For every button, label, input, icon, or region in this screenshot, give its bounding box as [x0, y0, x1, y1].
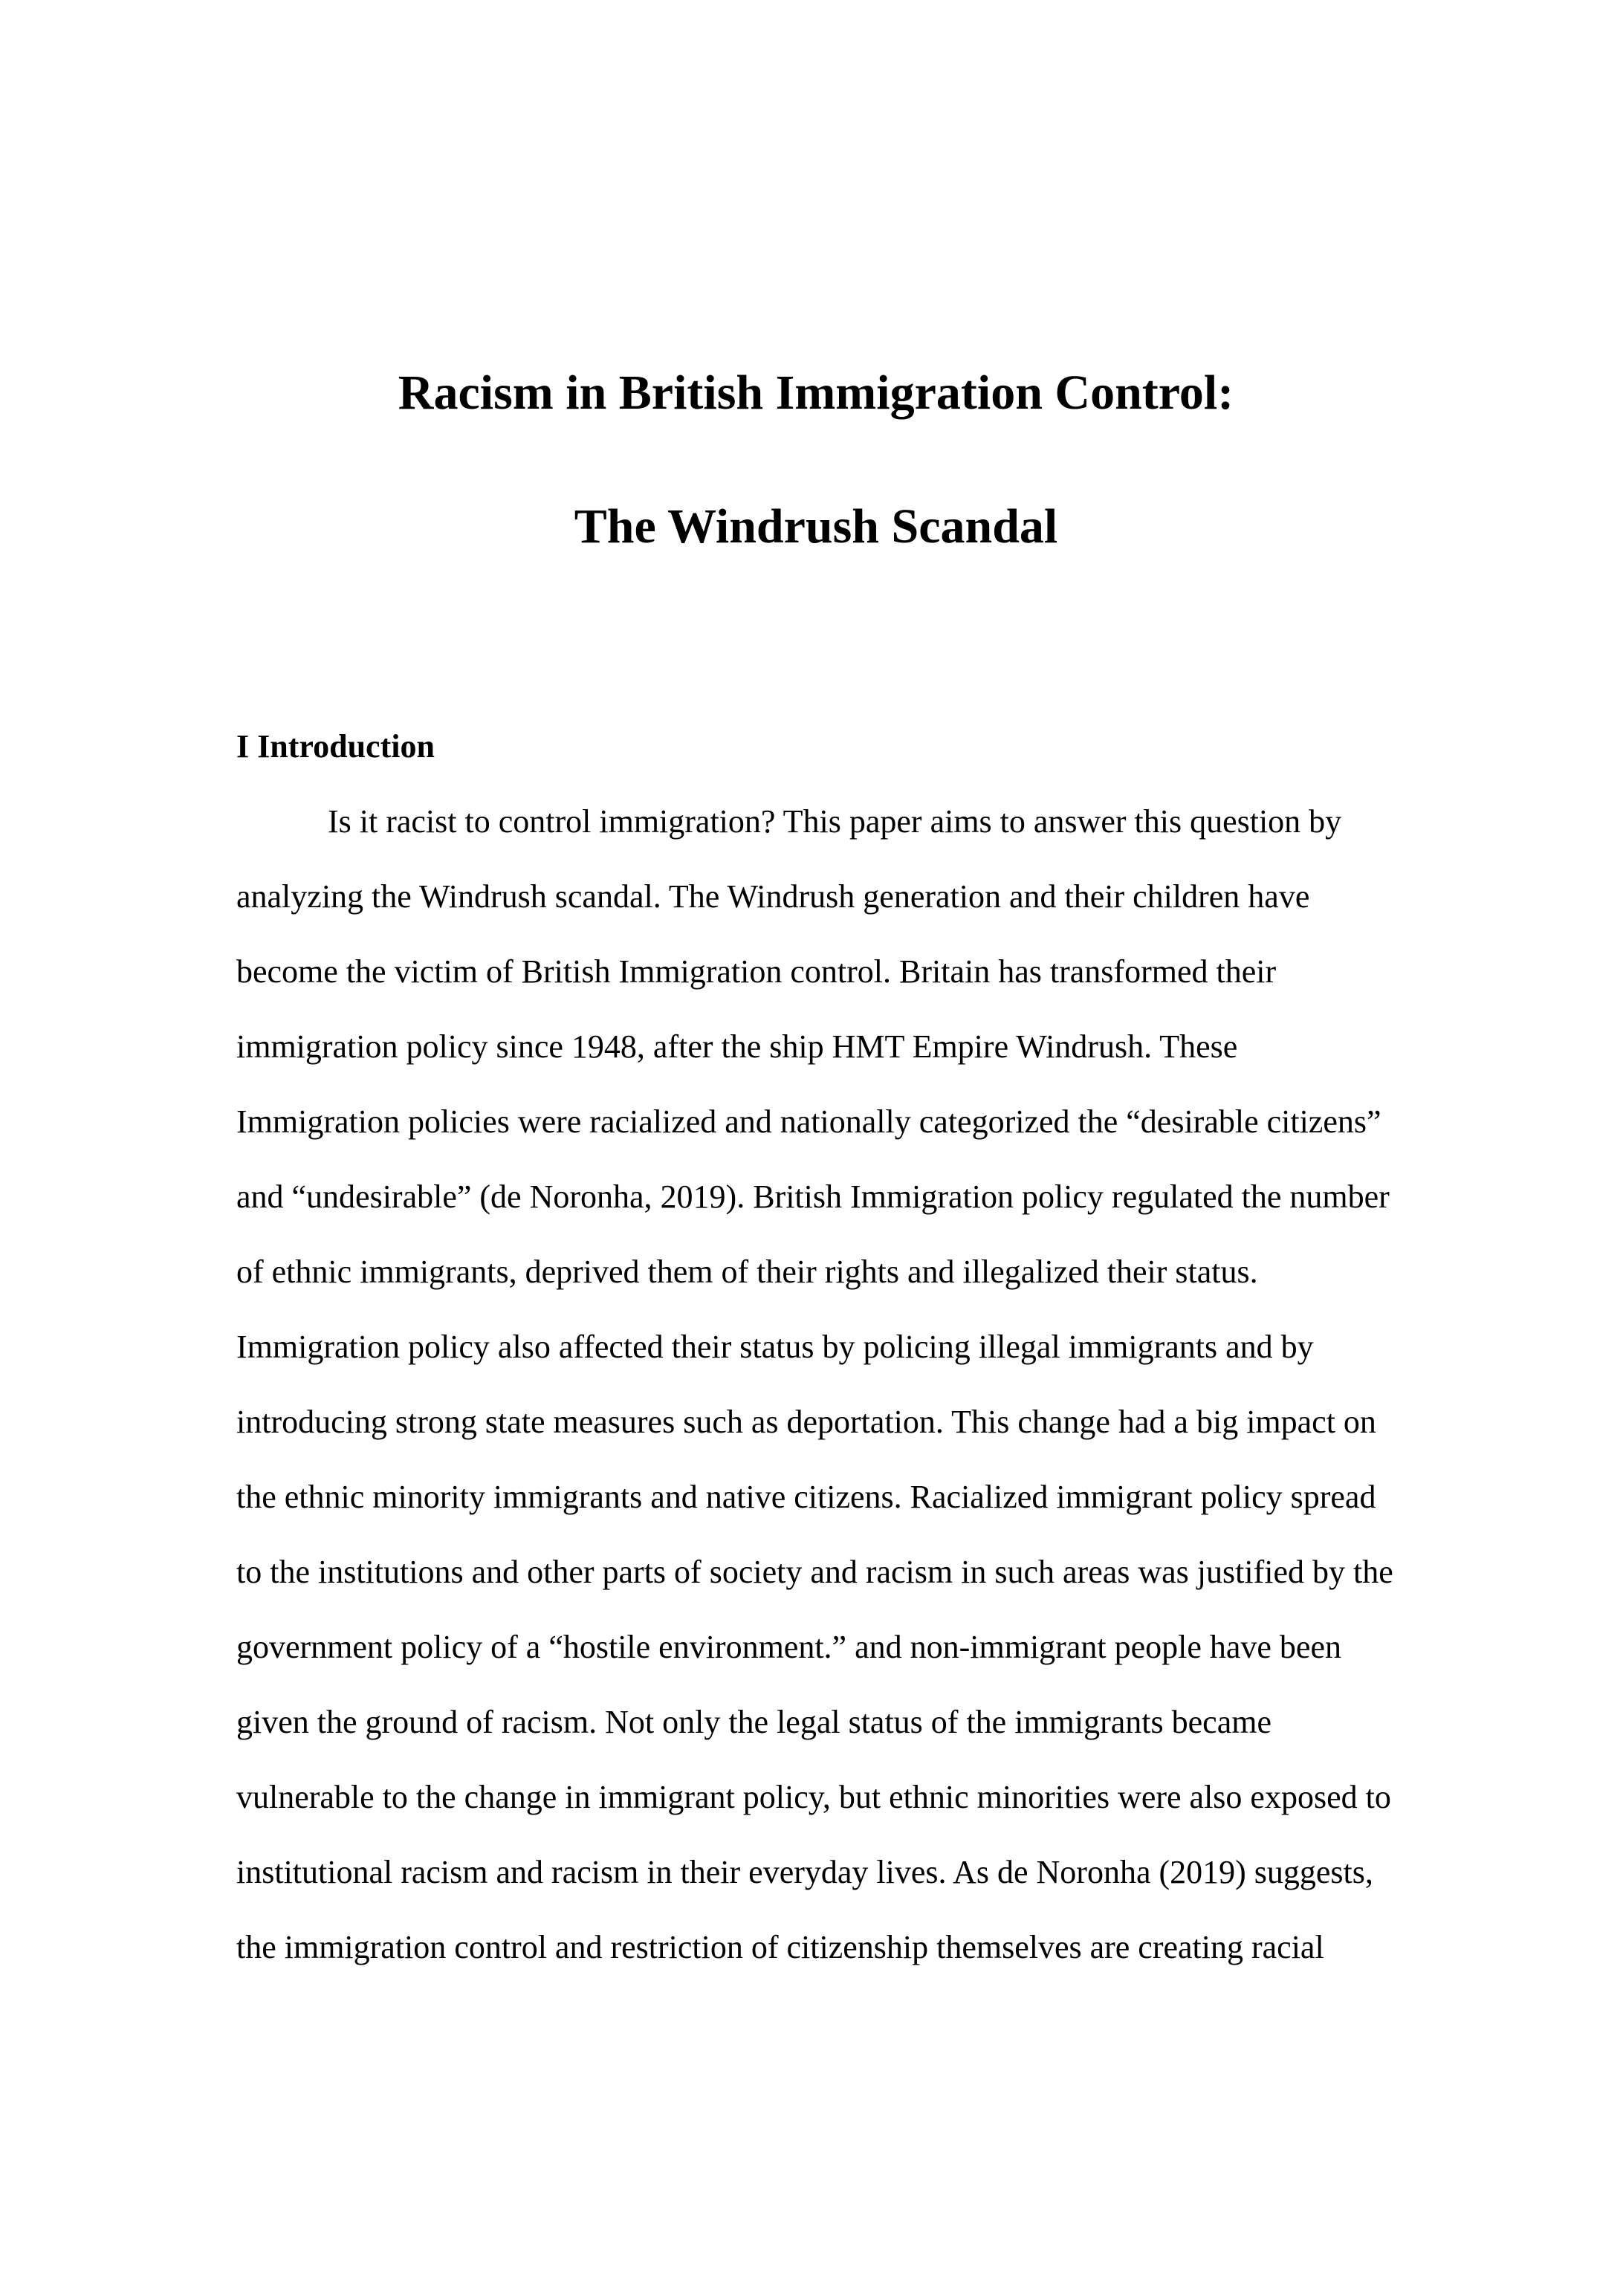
- document-body: [236, 709, 1415, 1985]
- paragraph-line: the immigration control and restriction of citizenship themselves are creating racial: [236, 1929, 1324, 1965]
- paragraph-line: Immigration policies were racialized and nationally categorized the “desirable citizens”: [236, 1103, 1381, 1140]
- paragraph-line: government policy of a “hostile environment.” and non-immigrant people have been: [236, 1629, 1341, 1665]
- paragraph-line: given the ground of racism. Not only the legal status of the immigrants became: [236, 1704, 1271, 1740]
- paragraph-line: of ethnic immigrants, deprived them of their rights and illegalized their status.: [236, 1254, 1258, 1290]
- paragraph-line: introducing strong state measures such as deportation. This change had a big impact on: [236, 1404, 1376, 1440]
- document-title: [236, 326, 1396, 594]
- paragraph-line: to the institutions and other parts of society and racism in such areas was justified by the: [236, 1554, 1393, 1590]
- paragraph-line: become the victim of British Immigration control. Britain has transformed their: [236, 953, 1277, 990]
- paragraph-line: Immigration policy also affected their status by policing illegal immigrants and by: [236, 1329, 1314, 1365]
- paragraph-line: and “undesirable” (de Noronha, 2019). British Immigration policy regulated the number: [236, 1178, 1390, 1215]
- paragraph-line: Is it racist to control immigration? This paper aims to answer this question by: [328, 803, 1342, 840]
- paragraph-line: vulnerable to the change in immigrant policy, but ethnic minorities were also exposed to: [236, 1779, 1391, 1815]
- section-heading-introduction: I Introduction: [236, 728, 435, 765]
- document-title-line-1: Racism in British Immigration Control:: [398, 366, 1234, 420]
- paragraph-line: analyzing the Windrush scandal. The Windrush generation and their children have: [236, 878, 1310, 915]
- paragraph-line: the ethnic minority immigrants and native citizens. Racialized immigrant policy spread: [236, 1479, 1376, 1515]
- paragraph-line: institutional racism and racism in their everyday lives. As de Noronha (2019) suggests,: [236, 1854, 1373, 1890]
- paragraph-line: immigration policy since 1948, after the ship HMT Empire Windrush. These: [236, 1028, 1238, 1065]
- document-title-line-2: The Windrush Scandal: [574, 499, 1058, 554]
